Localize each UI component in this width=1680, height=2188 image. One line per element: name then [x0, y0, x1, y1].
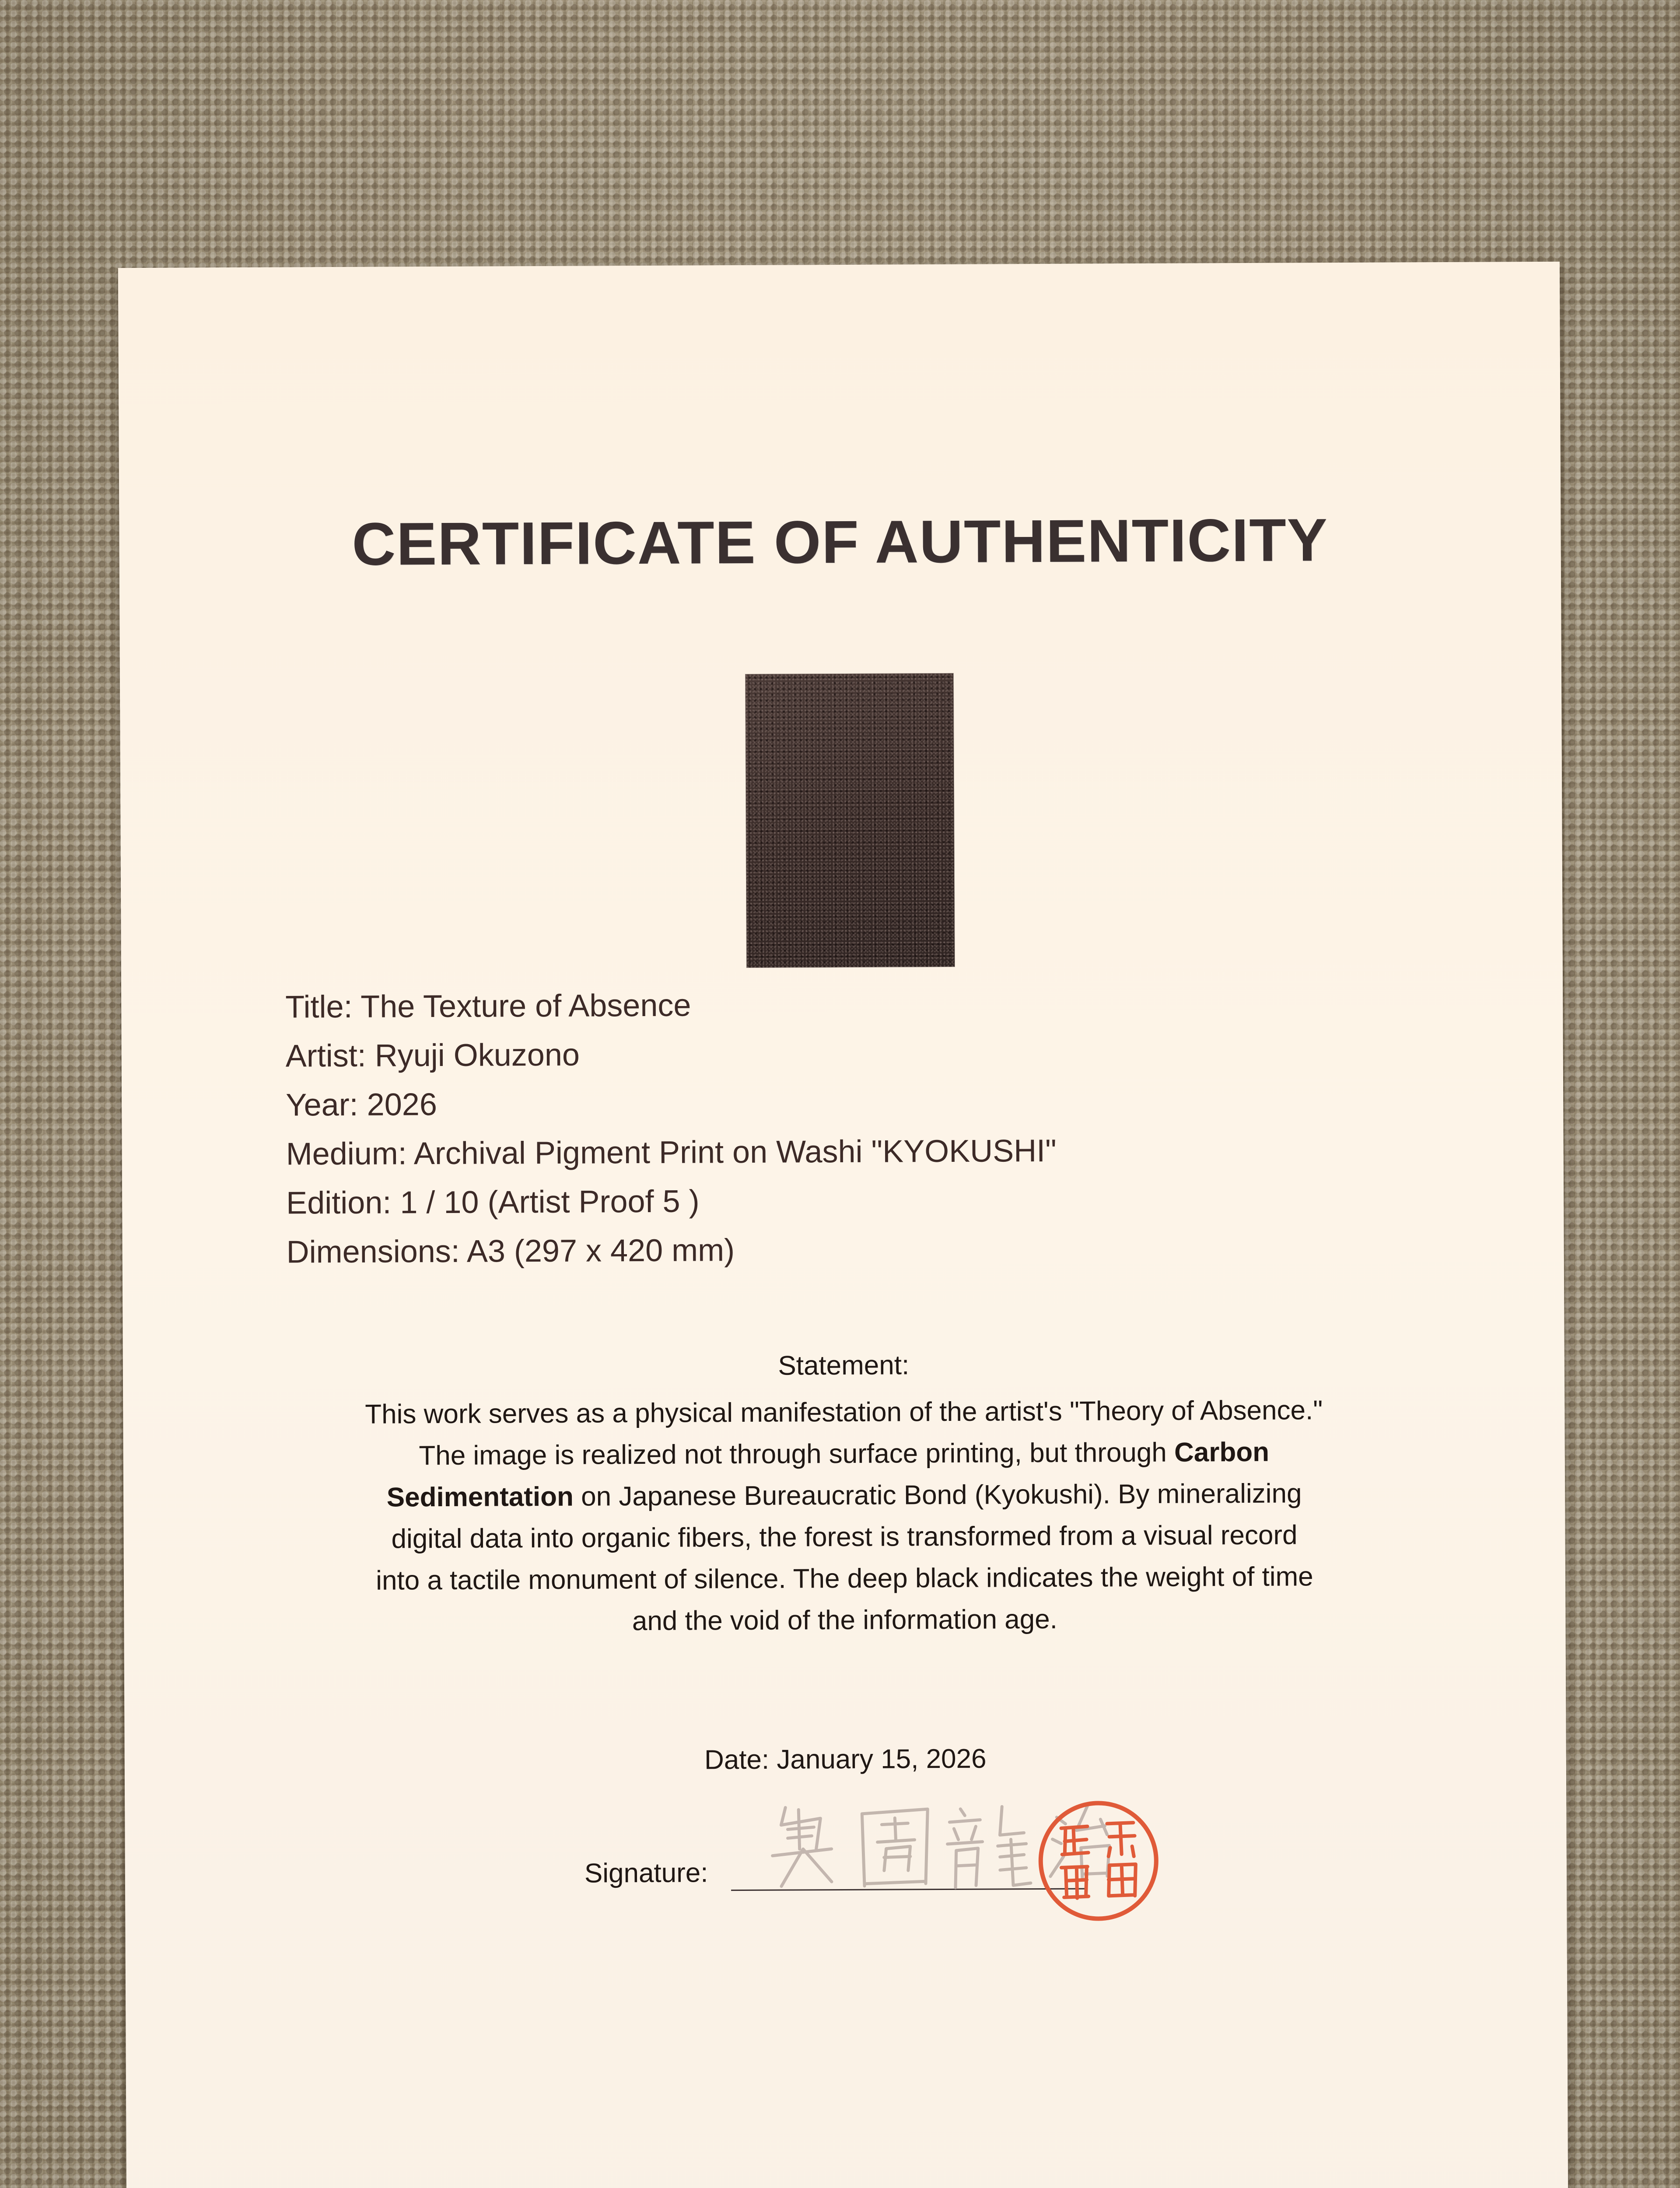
statement-emphasis: Sedimentation	[386, 1481, 574, 1513]
signature-label: Signature:	[584, 1858, 708, 1889]
statement-line: into a tactile monument of silence. The deep black indicates the weight of time	[376, 1561, 1313, 1596]
detail-title: Title: The Texture of Absence	[285, 988, 691, 1025]
statement-line: This work serves as a physical manifestation of the artist's "Theory of Absence."	[365, 1395, 1323, 1430]
issue-date: Date: January 15, 2026	[704, 1743, 987, 1775]
statement-line: and the void of the information age.	[632, 1604, 1058, 1637]
detail-medium: Medium: Archival Pigment Print on Washi "KYOKUSHI"	[286, 1133, 1057, 1172]
artwork-details	[285, 979, 1057, 1277]
artwork-thumbnail	[746, 673, 955, 968]
statement-heading: Statement:	[778, 1350, 910, 1381]
statement-line: digital data into organic fibers, the forest is transformed from a visual record	[391, 1520, 1298, 1554]
statement-line	[123, 1472, 1565, 1519]
statement-line	[123, 1430, 1565, 1478]
certificate-title: CERTIFICATE OF AUTHENTICITY	[352, 506, 1329, 578]
statement-emphasis: Carbon	[1174, 1437, 1270, 1468]
statement-text: on Japanese Bureaucratic Bond (Kyokushi). By mineralizing	[573, 1478, 1302, 1512]
detail-dimensions: Dimensions: A3 (297 x 420 mm)	[286, 1233, 735, 1270]
certificate-sheet	[118, 262, 1568, 2188]
statement-text: The image is realized not through surface printing, but through	[419, 1437, 1175, 1471]
hanko-seal	[1035, 1797, 1162, 1925]
detail-edition: Edition: 1 / 10 (Artist Proof 5 )	[286, 1184, 700, 1221]
detail-artist: Artist: Ryuji Okuzono	[285, 1037, 580, 1074]
detail-year: Year: 2026	[286, 1087, 438, 1123]
statement-body	[123, 1389, 1565, 1644]
